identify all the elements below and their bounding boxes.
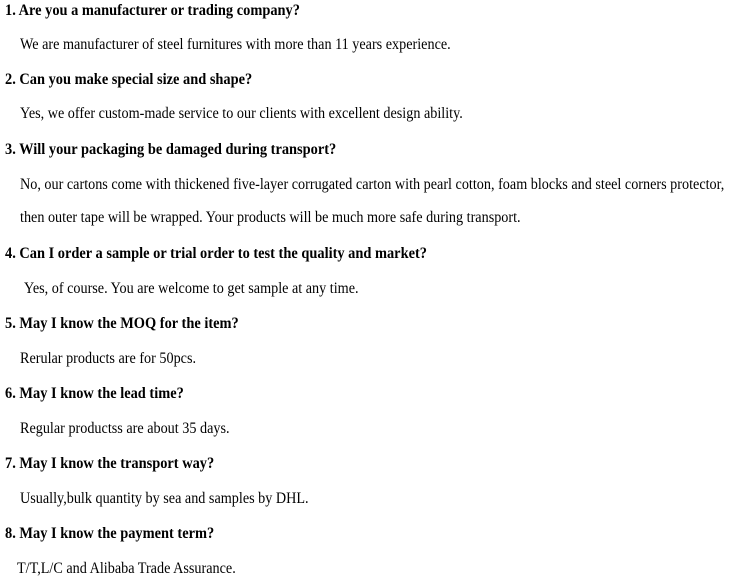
faq-question-1: 1. Are you a manufacturer or trading company?	[5, 2, 300, 19]
faq-answer-6: Regular productss are about 35 days.	[20, 420, 230, 437]
faq-answer-1: We are manufacturer of steel furnitures with more than 11 years experience.	[20, 36, 451, 53]
faq-answer-3-line-2: then outer tape will be wrapped. Your products will be much more safe during transport.	[20, 209, 521, 226]
faq-answer-3-line-1: No, our cartons come with thickened five-layer corrugated carton with pearl cotton, foam blocks and steel corners protector,	[20, 176, 725, 193]
faq-question-2: 2. Can you make special size and shape?	[5, 71, 253, 88]
faq-question-8: 8. May I know the payment term?	[5, 525, 215, 542]
faq-answer-7: Usually,bulk quantity by sea and samples by DHL.	[20, 490, 309, 507]
faq-answer-5: Rerular products are for 50pcs.	[20, 350, 197, 367]
faq-question-7: 7. May I know the transport way?	[5, 455, 215, 472]
faq-question-4: 4. Can I order a sample or trial order to test the quality and market?	[5, 245, 427, 262]
faq-answer-4: Yes, of course. You are welcome to get sample at any time.	[24, 280, 359, 297]
faq-question-5: 5. May I know the MOQ for the item?	[5, 315, 239, 332]
faq-answer-8: T/T,L/C and Alibaba Trade Assurance.	[17, 560, 236, 577]
faq-question-6: 6. May I know the lead time?	[5, 385, 184, 402]
faq-question-3: 3. Will your packaging be damaged during transport?	[5, 141, 337, 158]
faq-answer-2: Yes, we offer custom-made service to our clients with excellent design ability.	[20, 105, 463, 122]
